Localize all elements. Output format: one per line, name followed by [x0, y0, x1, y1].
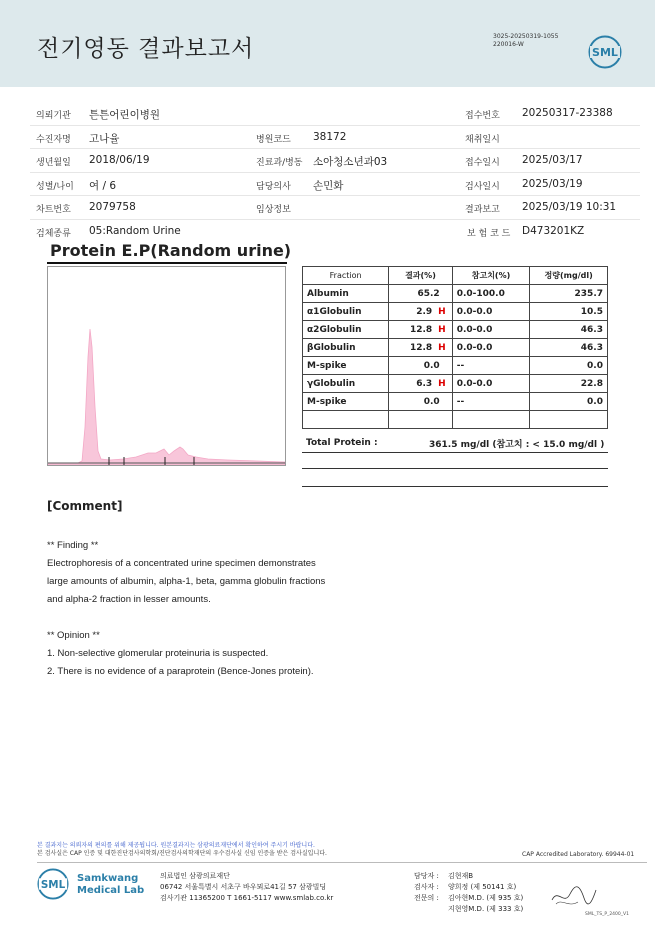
- document-code-line1: 3025-20250319-1055: [493, 33, 559, 40]
- result-value: 0.0: [423, 396, 440, 407]
- report-title: 전기영동 결과보고서: [37, 36, 255, 62]
- result-cell: [389, 375, 452, 393]
- collection-label: 채취일시: [465, 134, 500, 145]
- fraction-name: M-spike: [303, 393, 389, 411]
- reference-cell: 0.0-100.0: [452, 285, 530, 303]
- reference-cell: 0.0-0.0: [452, 303, 530, 321]
- notice-line: 본 결과지는 의뢰자의 편의를 위해 제공됩니다. 원본결과지는 삼광의료재단에서 확인하여 주시기 바랍니다.: [37, 842, 315, 849]
- receipt-no-label: 접수번호: [465, 111, 500, 121]
- fraction-name: α2Globulin: [303, 321, 389, 339]
- quantity-cell: 10.5: [530, 303, 608, 321]
- table-row: [303, 339, 608, 357]
- quantity-cell: 22.8: [530, 375, 608, 393]
- insurance-code-value: D473201KZ: [522, 224, 585, 237]
- result-cell: [389, 285, 452, 303]
- result-value: 12.8: [409, 342, 433, 353]
- insurance-code-label: 보 험 코 드: [467, 228, 511, 239]
- finding-line: large amounts of albumin, alpha-1, beta, gamma globulin fractions: [47, 576, 326, 587]
- total-protein-label: Total Protein :: [306, 438, 378, 448]
- institution-label: 의뢰기관: [36, 111, 71, 121]
- high-flag: H: [438, 324, 446, 335]
- finding-line: Electrophoresis of a concentrated urine specimen demonstrates: [47, 558, 316, 569]
- opinion-line: 1. Non-selective glomerular proteinuria is suspected.: [47, 648, 269, 659]
- finding-heading: ** Finding **: [47, 540, 99, 551]
- svg-text:SML: SML: [592, 46, 618, 59]
- staff-row: [414, 904, 523, 915]
- table-row: [303, 303, 608, 321]
- test-date-label: 검사일시: [465, 181, 500, 192]
- info-row: [30, 149, 640, 173]
- staff-row: [414, 871, 523, 882]
- electropherogram-curve: [48, 329, 285, 465]
- svg-text:SML: SML: [40, 878, 66, 891]
- footer-notice: [37, 842, 327, 858]
- table-row: [303, 375, 608, 393]
- company-name: [77, 873, 144, 897]
- notice-line: 본 검사실은 CAP 인증 및 대한진단검사의학회/진단검사의학재단의 우수검사실 신임 인증을 받은 검사실입니다.: [37, 850, 327, 857]
- company-name-line2: Medical Lab: [77, 885, 145, 896]
- company-name-line1: Samkwang: [77, 873, 139, 884]
- high-flag: H: [438, 342, 446, 353]
- divider: [302, 452, 608, 453]
- staff-name: 김현재B: [448, 872, 474, 880]
- opinion-line: 2. There is no evidence of a paraprotein (Bence-Jones protein).: [47, 666, 314, 677]
- table-row: [303, 393, 608, 411]
- info-row: [30, 196, 640, 220]
- sml-logo-icon: [37, 868, 69, 900]
- document-code: [493, 33, 558, 49]
- table-row: [303, 357, 608, 375]
- staff-list: [414, 871, 523, 915]
- report-label: 결과보고: [465, 205, 500, 215]
- result-value: 0.0: [423, 360, 440, 371]
- report-value: 2025/03/19 10:31: [522, 201, 617, 213]
- company-address: [160, 871, 333, 904]
- header-reference: 참고치(%): [452, 267, 530, 285]
- staff-name: 지현영M.D. (제 333 호): [448, 905, 524, 913]
- institution-value: 튼튼어린이병원: [89, 109, 161, 121]
- fraction-name: γGlobulin: [303, 375, 389, 393]
- ep-title: Protein E.P(Random urine): [50, 241, 292, 260]
- table-row: [303, 321, 608, 339]
- specimen-value: 05:Random Urine: [89, 224, 181, 237]
- reference-cell: --: [452, 393, 530, 411]
- quantity-cell: 46.3: [530, 321, 608, 339]
- address-line: 의료법인 삼광의료재단: [160, 872, 230, 880]
- result-value: 6.3: [416, 378, 433, 389]
- receipt-date-value: 2025/03/17: [522, 154, 583, 166]
- header-quantity: 정량(mg/dl): [530, 267, 608, 285]
- chart-no-value: 2079758: [89, 201, 136, 213]
- high-flag: H: [438, 378, 446, 389]
- info-row: [30, 173, 640, 197]
- high-flag: H: [438, 306, 446, 317]
- finding-line: and alpha-2 fraction in lesser amounts.: [47, 594, 211, 605]
- divider: [302, 486, 608, 487]
- patient-info: [30, 102, 640, 243]
- doctor-label: 담당의사: [256, 181, 291, 192]
- reference-cell: 0.0-0.0: [452, 321, 530, 339]
- staff-name: 김아현M.D. (제 935 호): [448, 894, 524, 902]
- title-underline: [47, 262, 287, 264]
- form-code: SML_TS_P_2400_V1: [585, 912, 629, 917]
- fraction-name: M-spike: [303, 357, 389, 375]
- dept-label: 진료과/병동: [256, 158, 303, 168]
- sex-age-value: 여 / 6: [89, 179, 117, 192]
- hospital-code-label: 병원코드: [256, 134, 291, 145]
- table-row: [303, 285, 608, 303]
- doctor-value: 손민화: [313, 179, 344, 192]
- staff-label: 전문의 :: [414, 894, 439, 902]
- staff-row: [414, 882, 523, 893]
- result-cell: [389, 339, 452, 357]
- patient-label: 수진자명: [36, 134, 71, 145]
- staff-label: 담당자 :: [414, 872, 439, 880]
- patient-value: 고나율: [89, 132, 120, 145]
- result-value: 65.2: [417, 288, 440, 299]
- info-row: [30, 126, 640, 150]
- divider: [302, 468, 608, 469]
- result-cell: [389, 357, 452, 375]
- quantity-cell: 0.0: [530, 393, 608, 411]
- table-header-row: [303, 267, 608, 285]
- quantity-cell: 46.3: [530, 339, 608, 357]
- info-row: [30, 220, 640, 244]
- sml-logo-icon: [588, 35, 622, 69]
- electropherogram-svg: [48, 267, 285, 465]
- staff-label: 검사자 :: [414, 883, 439, 891]
- footer-divider: [37, 862, 647, 863]
- opinion-heading: ** Opinion **: [47, 630, 100, 641]
- fraction-name: βGlobulin: [303, 339, 389, 357]
- chart-no-label: 차트번호: [36, 205, 71, 215]
- result-cell: [389, 393, 452, 411]
- address-line: 검사기관 11365200 T 1661-5117 www.smlab.co.kr: [160, 894, 334, 902]
- reference-cell: 0.0-0.0: [452, 339, 530, 357]
- comment-body: [47, 537, 325, 681]
- table-row-empty: [303, 411, 608, 429]
- reference-cell: 0.0-0.0: [452, 375, 530, 393]
- dept-value: 소아청소년과03: [313, 156, 388, 168]
- specimen-label: 검체종류: [36, 228, 71, 239]
- header-result: 결과(%): [389, 267, 452, 285]
- signature-icon: [548, 880, 598, 910]
- total-protein-value: 361.5 mg/dl (참고치 : < 15.0 mg/dl ): [429, 440, 605, 450]
- info-row: [30, 102, 640, 126]
- reference-cell: --: [452, 357, 530, 375]
- result-cell: [389, 303, 452, 321]
- fraction-name: α1Globulin: [303, 303, 389, 321]
- document-code-line2: 220016-W: [493, 41, 524, 48]
- result-value: 12.8: [409, 324, 433, 335]
- report-header: [0, 0, 655, 87]
- fraction-name: Albumin: [303, 285, 389, 303]
- dob-label: 생년월일: [36, 158, 71, 168]
- dob-value: 2018/06/19: [89, 154, 150, 166]
- header-fraction: Fraction: [303, 267, 389, 285]
- test-date-value: 2025/03/19: [522, 177, 583, 190]
- comment-title: [Comment]: [47, 499, 123, 513]
- quantity-cell: 0.0: [530, 357, 608, 375]
- receipt-no-value: 20250317-23388: [522, 107, 613, 119]
- quantity-cell: 235.7: [530, 285, 608, 303]
- staff-name: 양희정 (제 50141 호): [448, 883, 517, 891]
- hospital-code-value: 38172: [313, 130, 347, 143]
- result-cell: [389, 321, 452, 339]
- sex-age-label: 성별/나이: [36, 181, 74, 192]
- receipt-date-label: 접수일시: [465, 158, 500, 168]
- staff-row: [414, 893, 523, 904]
- results-table: [302, 266, 608, 429]
- clinical-label: 임상정보: [256, 205, 291, 215]
- electropherogram: [47, 266, 286, 466]
- address-line: 06742 서울특별시 서초구 바우뫼로41길 57 삼광빌딩: [160, 883, 327, 891]
- result-value: 2.9: [416, 306, 433, 317]
- cap-accreditation: CAP Accredited Laboratory. 69944-01: [522, 851, 635, 858]
